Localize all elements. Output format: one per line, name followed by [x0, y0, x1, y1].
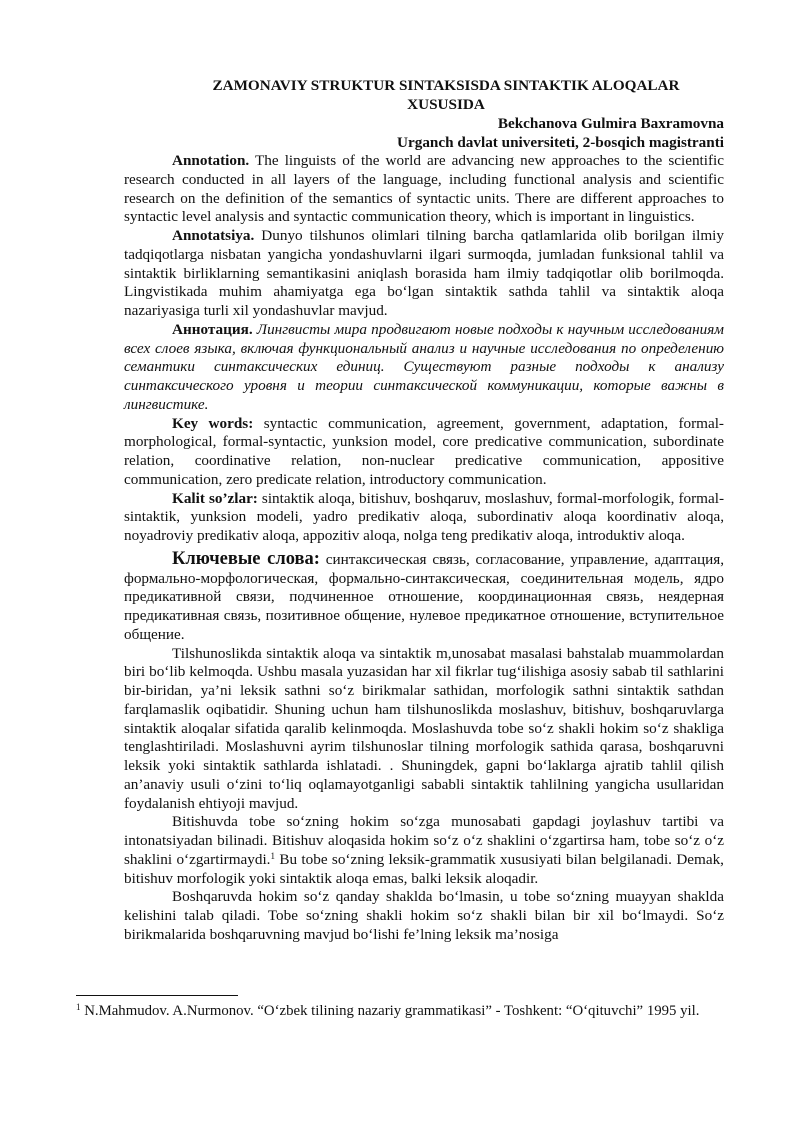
body-paragraph-2-part-b: Bu tobe so‘zning leksik-grammatik xususiyati bilan belgilanadi. Demak, bitishuv morfologik yoki sintaktik aloqa emas, balki leksik aloqadir.	[124, 850, 724, 887]
keywords-uz-text: sintaktik aloqa, bitishuv, boshqaruv, moslashuv, formal-morfologik, formal-sintaktik, yunksion modeli, yadro predikativ aloqa, subordinativ aloqa koordinativ aloqa, noyadroviy predikativ aloqa, appozitiv aloqa, nolga teng predikativ aloqa, introduktiv aloqa.	[124, 489, 725, 544]
page-body	[124, 76, 724, 945]
annotation-uz-text: Dunyo tilshunos olimlari tilning barcha qatlamlarida olib borilgan ilmiy tadqiqotlarga nisbatan yangicha yondashuvlarni ilgari surmoqda, jumladan funksional tahlil va sintaktik birliklarning semantikasini aniqlash borasida ham ilmiy tadqiqotlar olib borilmoqda. Lingvistikada muhim ahamiyatga ega bo‘lgan sintaktik sathda tahlil va sintaktik aloqa nazariyasiga turli xil yondashuvlar mavjud.	[124, 227, 724, 319]
annotation-ru-label: Аннотация.	[172, 320, 253, 338]
annotation-uz	[124, 227, 724, 321]
annotation-en	[124, 152, 724, 227]
annotation-en-text: The linguists of the world are advancing new approaches to the scientific research conducted in all layers of the language, including functional analysis and scientific research on the definition of the semantics of syntactic units. There are different approaches to syntactic level analysis and syntactic communication theory, which is important in linguistics.	[124, 152, 724, 226]
annotation-ru	[124, 321, 724, 415]
footnote-mark: 1	[76, 1002, 81, 1012]
author-name: Bekchanova Gulmira Baxramovna	[497, 115, 724, 132]
keywords-uz	[124, 490, 724, 546]
title-line-2: XUSUSIDA	[407, 96, 485, 113]
annotation-en-label: Annotation.	[172, 152, 250, 169]
keywords-en-text: syntactic communication, agreement, government, adaptation, formal-morphological, formal-syntactic, yunksion model, core predicative communication, subordinate relation, coordinative relation, non-nuclear predicative communication, appositive communication, zero predicate relation, introductory communication.	[124, 414, 724, 488]
author-affiliation: Urganch davlat universiteti, 2-bosqich magistranti	[397, 134, 724, 151]
keywords-en-label: Key words:	[172, 414, 254, 432]
footnote-text: N.Mahmudov. A.Nurmonov. “O‘zbek tilining nazariy grammatikasi” - Toshkent: “O‘qituvchi” 1995 yil.	[80, 1003, 700, 1019]
keywords-en	[124, 415, 724, 490]
annotation-ru-text: Лингвисты мира продвигают новые подходы к научным исследованиям всех слоев языка, включая функциональный анализ и научные исследования по определению семантики синтаксических единиц. Существуют разные подходы к анализу синтаксического уровня и теории синтаксической коммуникации, которые важны в лингвистике.	[124, 320, 724, 413]
paper-title	[124, 76, 724, 114]
body-paragraph-2-part-a: Bitishuvda tobe so‘zning hokim so‘zga munosabati gapdagi joylashuv tartibi va intonatsiyadan bilinadi. Bitishuv aloqasida hokim so‘z o‘z shaklini o‘zgartirsa ham, tobe so‘z o‘z shaklini o‘zgartirmaydi.	[124, 813, 724, 868]
footnote	[76, 1002, 724, 1021]
keywords-ru	[124, 550, 724, 645]
keywords-ru-label: Ключевые слова:	[172, 548, 320, 569]
annotation-uz-label: Annotatsiya.	[172, 227, 255, 244]
keywords-ru-text: синтаксическая связь, согласование, управление, адаптация, формально-морфологическая, формально-синтаксическая, соединительная модель, ядро предикативной связи, подчиненное отношение, координационная связь, неядерная предикативная связь, позитивное общение, нулевое предикатное отношение, вступительное общение.	[124, 550, 724, 643]
body-paragraph-3: Boshqaruvda hokim so‘z qanday shaklda bo‘lmasin, u tobe so‘zning muayyan shaklda kelishini talab qiladi. Tobe so‘zning shakli hokim so‘z shakli bilan bir xil bo‘lmaydi. So‘z birikmalarida boshqaruvning mavjud bo‘lishi fe’lning leksik ma’nosiga	[124, 888, 724, 943]
footnote-separator	[76, 995, 238, 996]
keywords-uz-label: Kalit so’zlar:	[172, 489, 258, 507]
footnote-reference[interactable]: 1	[270, 850, 275, 861]
body-paragraph-2	[124, 813, 724, 888]
body-paragraph-1: Tilshunoslikda sintaktik aloqa va sintaktik m,unosabat masalasi bahstalab muammolardan biri bo‘lib kelmoqda. Ushbu masala yuzasidan har xil fikrlar tug‘ilishiga asosiy sabab til sathlarini bir-biridan, ya’ni leksik sathni so‘z birikmalar sathidan, morfologik sathni sintaktik sathdan farqlamaslik oqibatidir. Shuning uchun ham tilshunoslikda moslashuv, bitishuv, boshqaruvlarga sintaktik aloqalar sifatida qaralib kelinmoqda. Moslashuvda tobe so‘z shakli hokim so‘z shakliga tenglashtiriladi. Moslashuvni ayrim tilshunoslar tilning morfologik sathida qarasa, boshqaruvni leksik yoki sintaktik sathlarda ishlatadi. . Shuningdek, gapni bo‘laklarga ajratib tahlil qilish an’anaviy usuli o‘zini to‘liq oqlamayotganligi sababli sintaktik tahlilning yangicha usullaridan foydalanish ehtiyoji mavjud.	[124, 644, 724, 812]
title-line-1: ZAMONAVIY STRUKTUR SINTAKSISDA SINTAKTIK ALOQALAR	[212, 77, 680, 94]
